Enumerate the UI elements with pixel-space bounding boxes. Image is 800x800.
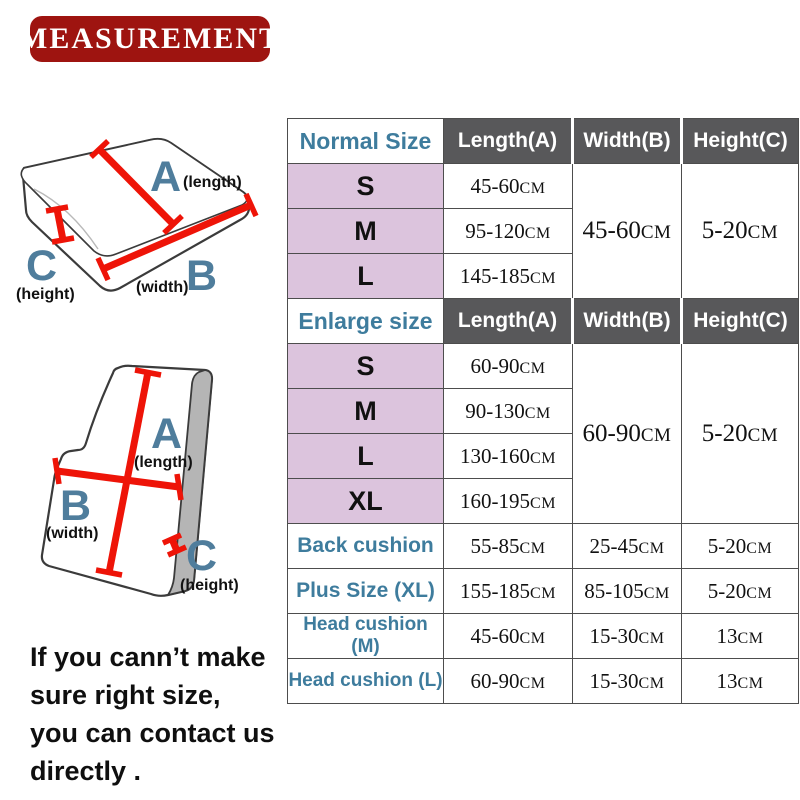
- value-unit: CM: [519, 539, 546, 557]
- size-cell: S: [288, 164, 444, 209]
- length-cell: [444, 434, 573, 479]
- height-cell: [682, 614, 799, 659]
- width-cell: [573, 659, 682, 704]
- label-a-caption: (length): [183, 174, 242, 191]
- note-line: you can contact us: [30, 718, 275, 748]
- length-cell: [444, 614, 573, 659]
- size-cell: L: [288, 254, 444, 299]
- size-table-container: [287, 118, 798, 704]
- value-unit: CM: [746, 584, 773, 602]
- length-cell: [444, 524, 573, 569]
- size-row: [288, 344, 799, 389]
- value-number: 5-20: [707, 578, 747, 603]
- length-cell: [444, 569, 573, 614]
- value-number: 60-90: [470, 353, 520, 378]
- value-number: 13: [716, 623, 738, 648]
- seat-cushion-diagram: [0, 110, 285, 310]
- value-unit: CM: [746, 539, 773, 557]
- size-row: [288, 164, 799, 209]
- column-header: Length(A): [444, 119, 573, 164]
- value-number: 60-90: [470, 668, 520, 693]
- value-unit: CM: [519, 359, 546, 377]
- width-cell: [573, 344, 682, 524]
- column-header: Height(C): [682, 299, 799, 344]
- note-line: sure right size,: [30, 680, 221, 710]
- value-number: 5-20: [701, 217, 748, 244]
- section-header-row: [288, 119, 799, 164]
- label-c-caption: (height): [180, 577, 239, 594]
- label-b: B: [60, 482, 92, 530]
- back-cushion-diagram: [20, 340, 290, 635]
- size-cell: S: [288, 344, 444, 389]
- value-number: 45-60: [470, 173, 520, 198]
- value-number: 45-60: [470, 623, 520, 648]
- value-number: 5-20: [707, 533, 747, 558]
- item-label: Plus Size (XL): [288, 569, 444, 614]
- height-cell: [682, 659, 799, 704]
- width-cell: [573, 524, 682, 569]
- value-unit: CM: [737, 674, 764, 692]
- label-c-caption: (height): [16, 286, 75, 303]
- note-line: If you cann’t make: [30, 642, 266, 672]
- size-cell: M: [288, 389, 444, 434]
- value-unit: CM: [524, 224, 551, 242]
- item-label: Head cushion (M): [288, 614, 444, 659]
- width-cell: [573, 614, 682, 659]
- width-cell: [573, 164, 682, 299]
- value-number: 160-195: [460, 488, 531, 513]
- value-unit: CM: [638, 674, 665, 692]
- label-a: A: [151, 410, 183, 458]
- value-number: 55-85: [470, 533, 520, 558]
- label-a: A: [150, 153, 182, 201]
- label-c: C: [186, 532, 218, 580]
- value-unit: CM: [638, 539, 665, 557]
- value-unit: CM: [519, 179, 546, 197]
- value-number: 130-160: [460, 443, 531, 468]
- length-cell: [444, 209, 573, 254]
- length-cell: [444, 164, 573, 209]
- value-unit: CM: [643, 584, 670, 602]
- size-table: [287, 118, 799, 704]
- value-unit: CM: [640, 222, 672, 243]
- value-number: 85-105: [584, 578, 644, 603]
- value-number: 60-90: [582, 419, 641, 447]
- height-cell: [682, 524, 799, 569]
- height-cell: [682, 344, 799, 524]
- length-cell: [444, 389, 573, 434]
- value-number: 13: [716, 668, 738, 693]
- size-cell: L: [288, 434, 444, 479]
- value-number: 5-20: [701, 419, 748, 447]
- value-number: 95-120: [465, 218, 525, 243]
- value-unit: CM: [530, 584, 556, 602]
- page-title: MEASUREMENT: [30, 16, 270, 62]
- column-header: Height(C): [682, 119, 799, 164]
- label-b-caption: (width): [136, 279, 189, 296]
- note-line: directly .: [30, 756, 142, 786]
- length-cell: [444, 479, 573, 524]
- value-unit: CM: [519, 629, 546, 647]
- value-number: 15-30: [589, 668, 639, 693]
- value-number: 15-30: [589, 623, 639, 648]
- item-row: [288, 614, 799, 659]
- width-cell: [573, 569, 682, 614]
- item-label: Back cushion: [288, 524, 444, 569]
- value-unit: CM: [747, 424, 779, 446]
- value-unit: CM: [638, 629, 665, 647]
- value-number: 155-185: [460, 578, 531, 603]
- column-header: Width(B): [573, 119, 682, 164]
- label-b: B: [186, 252, 218, 300]
- height-cell: [682, 569, 799, 614]
- value-unit: CM: [530, 449, 556, 467]
- value-number: 25-45: [589, 533, 639, 558]
- value-number: 145-185: [460, 263, 531, 288]
- value-unit: CM: [524, 404, 551, 422]
- value-unit: CM: [737, 629, 764, 647]
- length-cell: [444, 659, 573, 704]
- length-cell: [444, 254, 573, 299]
- length-cell: [444, 344, 573, 389]
- label-a-caption: (length): [134, 454, 193, 471]
- section-title: Normal Size: [288, 119, 444, 164]
- size-cell: XL: [288, 479, 444, 524]
- value-unit: CM: [640, 424, 672, 446]
- height-cell: [682, 164, 799, 299]
- item-row: [288, 659, 799, 704]
- section-header-row: [288, 299, 799, 344]
- value-unit: CM: [530, 269, 556, 287]
- column-header: Width(B): [573, 299, 682, 344]
- contact-note: [30, 638, 275, 790]
- value-unit: CM: [747, 222, 779, 243]
- item-row: [288, 524, 799, 569]
- item-row: [288, 569, 799, 614]
- value-unit: CM: [519, 674, 546, 692]
- label-c: C: [26, 242, 58, 290]
- value-number: 45-60: [582, 217, 641, 244]
- value-number: 90-130: [465, 398, 525, 423]
- section-title: Enlarge size: [288, 299, 444, 344]
- value-unit: CM: [530, 494, 556, 512]
- column-header: Length(A): [444, 299, 573, 344]
- size-cell: M: [288, 209, 444, 254]
- item-label: Head cushion (L): [288, 659, 444, 704]
- label-b-caption: (width): [46, 525, 99, 542]
